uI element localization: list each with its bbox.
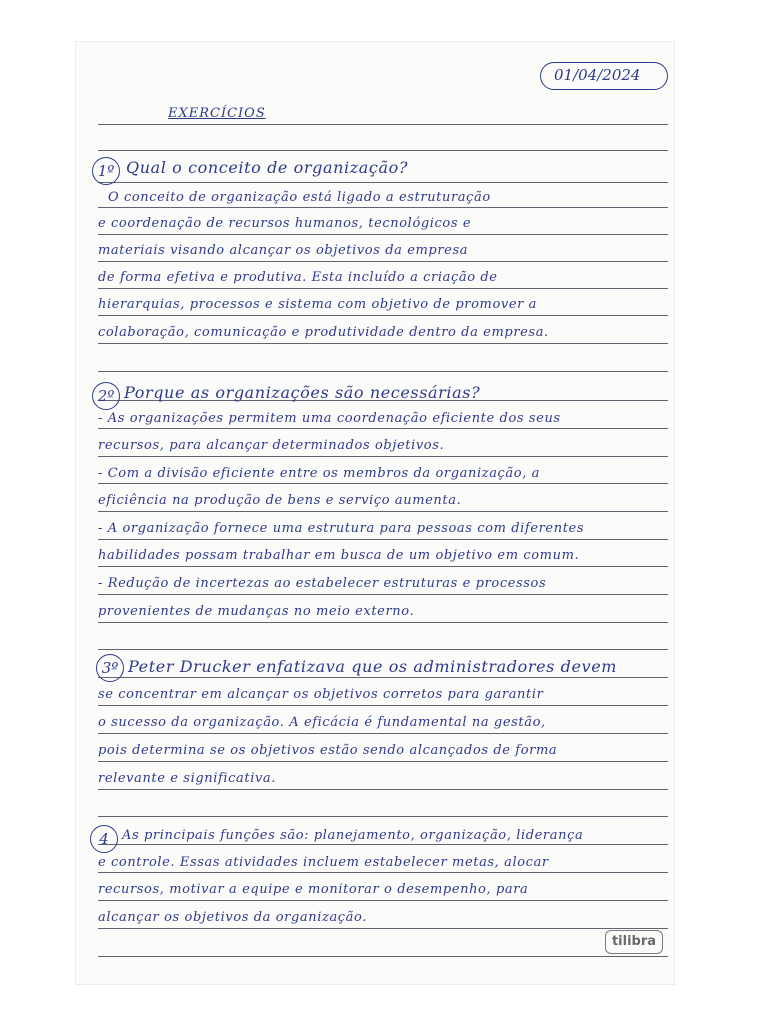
answer-line: alcançar os objetivos da organização. xyxy=(98,910,367,925)
question-number-3: 3º xyxy=(96,654,124,682)
answer-line: colaboração, comunicação e produtividade dentro da empresa. xyxy=(98,325,549,340)
ruled-line xyxy=(98,816,668,817)
ruled-line xyxy=(98,928,668,929)
answer-line: habilidades possam trabalhar em busca de um objetivo em comum. xyxy=(98,548,580,563)
ruled-line xyxy=(98,733,668,734)
ruled-line xyxy=(98,150,668,151)
ruled-line xyxy=(98,261,668,262)
ruled-line xyxy=(98,483,668,484)
question-number-2: 2º xyxy=(92,382,120,410)
ruled-line xyxy=(98,124,668,125)
ruled-line xyxy=(98,705,668,706)
answer-line: - Com a divisão eficiente entre os membros da organização, a xyxy=(98,466,541,481)
ruled-line xyxy=(98,566,668,567)
ruled-line xyxy=(98,622,668,623)
answer-line: - As organizações permitem uma coordenação eficiente dos seus xyxy=(98,411,561,426)
ruled-line xyxy=(98,182,668,183)
answer-line: eficiência na produção de bens e serviço aumenta. xyxy=(98,493,462,508)
ruled-line xyxy=(98,428,668,429)
answer-line: recursos, para alcançar determinados objetivos. xyxy=(98,438,445,453)
answer-line: hierarquias, processos e sistema com objetivo de promover a xyxy=(98,297,538,312)
ruled-line xyxy=(98,649,668,650)
page-title: EXERCÍCIOS xyxy=(168,106,266,121)
ruled-line xyxy=(98,371,668,372)
ruled-line xyxy=(98,594,668,595)
answer-line: se concentrar em alcançar os objetivos corretos para garantir xyxy=(98,687,544,702)
answer-line: - A organização fornece uma estrutura para pessoas com diferentes xyxy=(98,521,585,536)
answer-line: e controle. Essas atividades incluem estabelecer metas, alocar xyxy=(98,855,549,870)
ruled-line xyxy=(98,511,668,512)
answer-line: As principais funções são: planejamento, organização, liderança xyxy=(122,828,584,843)
ruled-line xyxy=(98,234,668,235)
ruled-line xyxy=(98,872,668,873)
answer-line: recursos, motivar a equipe e monitorar o desempenho, para xyxy=(98,882,529,897)
question-1-heading: Qual o conceito de organização? xyxy=(126,158,409,177)
answer-line: O conceito de organização está ligado a estruturação xyxy=(108,190,491,205)
ruled-line xyxy=(98,900,668,901)
ruled-line xyxy=(98,956,668,957)
ruled-line xyxy=(98,761,668,762)
answer-line: provenientes de mudanças no meio externo. xyxy=(98,604,415,619)
ruled-line xyxy=(98,343,668,344)
answer-line: e coordenação de recursos humanos, tecnológicos e xyxy=(98,216,472,231)
answer-line: Peter Drucker enfatizava que os administradores devem xyxy=(128,657,618,676)
question-2-heading: Porque as organizações são necessárias? xyxy=(124,383,481,402)
date: 01/04/2024 xyxy=(554,66,641,84)
question-number-4: 4 xyxy=(90,825,118,853)
ruled-line xyxy=(98,207,668,208)
answer-line: - Redução de incertezas ao estabelecer estruturas e processos xyxy=(98,576,547,591)
answer-line: pois determina se os objetivos estão sendo alcançados de forma xyxy=(98,743,558,758)
answer-line: o sucesso da organização. A eficácia é fundamental na gestão, xyxy=(98,715,546,730)
ruled-line xyxy=(98,456,668,457)
ruled-line xyxy=(98,677,668,678)
ruled-line xyxy=(98,288,668,289)
ruled-line xyxy=(98,315,668,316)
answer-line: relevante e significativa. xyxy=(98,771,276,786)
answer-line: de forma efetiva e produtiva. Esta incluído a criação de xyxy=(98,270,498,285)
ruled-line xyxy=(98,539,668,540)
question-number-1: 1º xyxy=(92,157,120,185)
ruled-line xyxy=(98,844,668,845)
ruled-line xyxy=(98,789,668,790)
answer-line: materiais visando alcançar os objetivos da empresa xyxy=(98,243,469,258)
brand-logo: tilibra xyxy=(605,930,663,954)
